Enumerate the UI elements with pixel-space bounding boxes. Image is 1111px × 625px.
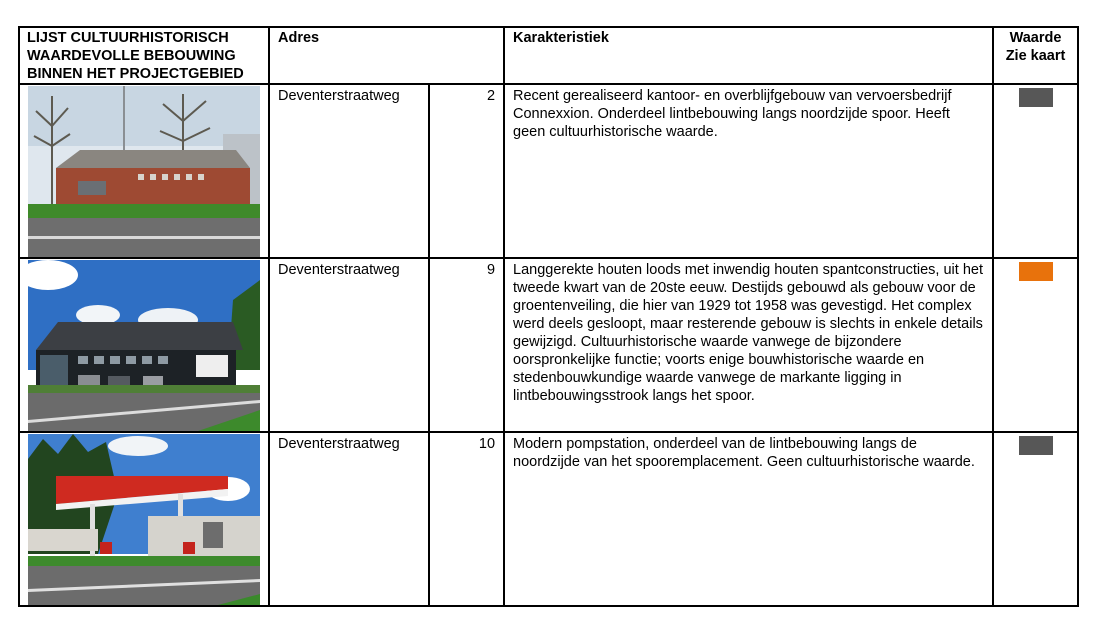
address-number: 9 bbox=[429, 258, 504, 432]
address-number: 10 bbox=[429, 432, 504, 606]
value-cell bbox=[993, 432, 1078, 606]
address-number: 2 bbox=[429, 84, 504, 258]
office-building-photo bbox=[28, 86, 260, 257]
address-street: Deventerstraatweg bbox=[269, 84, 429, 258]
characteristic-header: Karakteristiek bbox=[504, 27, 993, 84]
address-street: Deventerstraatweg bbox=[269, 258, 429, 432]
description: Langgerekte houten loods met inwendig houten spantconstructies, uit het tweede kwart van de 20ste eeuw. Destijds gebouwd als gebouw voor de groentenveiling, die hier van 1929 tot 1958 was gevestigd. Het complex werd deels gesloopt, maar resterende gebouw is slechts in enkele details gewijzigd. Cultuurhistorische waarde vanwege de bijzondere oorspronkelijke functie; voorts enige bouwhistorische waarde en stedenbouwkundige waarde vanwege de markante ligging in lintbebouwingsstrook langs het spoor. bbox=[504, 258, 993, 432]
value-swatch bbox=[1019, 88, 1053, 107]
header-row bbox=[19, 27, 1078, 84]
value-header-line-1: Waarde bbox=[1009, 30, 1062, 46]
gas-station-photo bbox=[28, 434, 260, 605]
heritage-table bbox=[18, 26, 1079, 607]
building-photo-cell bbox=[19, 84, 269, 258]
table-row bbox=[19, 432, 1078, 606]
value-header-line-2: Zie kaart bbox=[1005, 48, 1066, 64]
value-cell bbox=[993, 84, 1078, 258]
list-title-line-2: WAARDEVOLLE BEBOUWING bbox=[27, 48, 236, 64]
table-row bbox=[19, 84, 1078, 258]
description: Recent gerealiseerd kantoor- en overblijfgebouw van vervoersbedrijf Connexxion. Onderdeel lintbebouwing langs noordzijde spoor. Heeft geen cultuurhistorische waarde. bbox=[504, 84, 993, 258]
list-title bbox=[19, 27, 269, 84]
address-street: Deventerstraatweg bbox=[269, 432, 429, 606]
building-photo-cell bbox=[19, 258, 269, 432]
value-swatch bbox=[1019, 436, 1053, 455]
value-header bbox=[993, 27, 1078, 84]
value-swatch bbox=[1019, 262, 1053, 281]
list-title-line-1: LIJST CULTUURHISTORISCH bbox=[27, 30, 229, 46]
building-photo-cell bbox=[19, 432, 269, 606]
table-row bbox=[19, 258, 1078, 432]
address-header: Adres bbox=[269, 27, 504, 84]
wooden-shed-photo bbox=[28, 260, 260, 431]
list-title-line-3: BINNEN HET PROJECTGEBIED bbox=[27, 66, 244, 82]
description: Modern pompstation, onderdeel van de lintbebouwing langs de noordzijde van het spooremplacement. Geen cultuurhistorische waarde. bbox=[504, 432, 993, 606]
value-cell bbox=[993, 258, 1078, 432]
